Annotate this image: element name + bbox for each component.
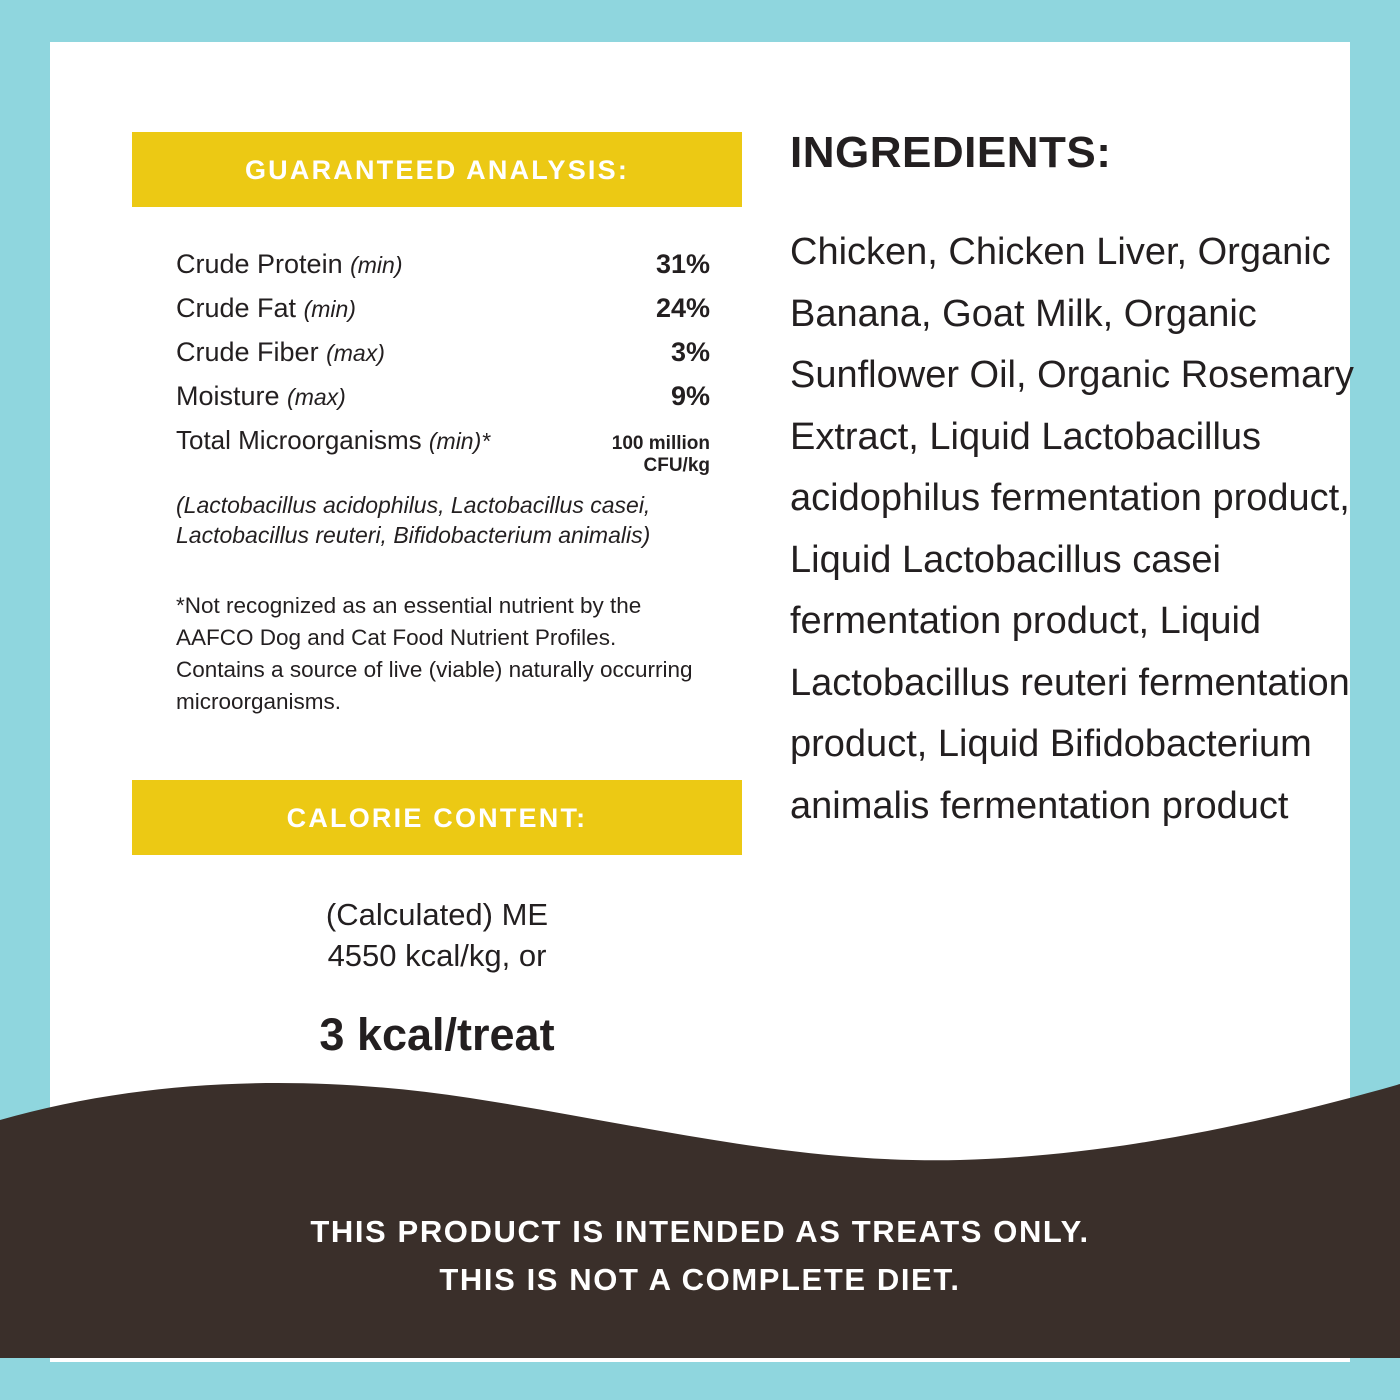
nutrient-label <box>176 381 346 412</box>
nutrient-label <box>176 249 403 280</box>
calorie-content-section <box>132 780 742 1061</box>
guaranteed-analysis-table <box>176 249 710 477</box>
aafco-footnote: *Not recognized as an essential nutrient by the AAFCO Dog and Cat Food Nutrient Profiles. Contains a source of live (viable) naturally occurring microorganisms. <box>176 593 693 715</box>
nutrient-value <box>612 433 710 477</box>
nutrient-qualifier: (max) <box>326 340 385 366</box>
nutrient-name: Moisture <box>176 381 280 411</box>
table-row <box>176 337 710 368</box>
nutrient-label <box>176 293 356 324</box>
left-column <box>132 132 742 1061</box>
ingredients-heading: INGREDIENTS: <box>790 128 1112 177</box>
notice-line-2: THIS IS NOT A COMPLETE DIET. <box>439 1261 961 1297</box>
calorie-line-2: 4550 kcal/kg, or <box>327 938 547 974</box>
nutrient-qualifier: (min)* <box>428 428 491 454</box>
nutrient-qualifier: (min) <box>303 296 356 322</box>
guaranteed-analysis-heading: GUARANTEED ANALYSIS: <box>132 132 742 207</box>
nutrient-value: 9% <box>670 381 710 411</box>
nutrient-qualifier: (max) <box>287 384 346 410</box>
ingredients-body: Chicken, Chicken Liver, Organic Banana, Goat Milk, Organic Sunflower Oil, Organic Rosemary Extract, Liquid Lactobacillus acidophilus fermentation product, Liquid Lactobacillus casei fermentation product, Liquid Lactobacillus reuteri fermentation product, Liquid Bifidobacterium animalis fermentation product <box>790 231 1354 827</box>
nutrient-value: 31% <box>655 249 710 279</box>
nutrient-name: Crude Fiber <box>176 337 319 367</box>
nutrient-value-line2: CFU/kg <box>643 454 710 476</box>
table-row <box>176 249 710 280</box>
nutrient-qualifier: (min) <box>350 252 403 278</box>
nutrient-label <box>176 337 385 368</box>
nutrient-value: 24% <box>655 293 710 323</box>
calorie-content-heading: CALORIE CONTENT: <box>132 780 742 855</box>
nutrient-value-line1: 100 million <box>611 433 710 454</box>
table-row <box>176 425 710 477</box>
nutrient-label <box>176 425 490 456</box>
cultures-list: (Lactobacillus acidophilus, Lactobacillus casei, Lactobacillus reuteri, Bifidobacterium animalis) <box>176 491 651 549</box>
table-row <box>176 293 710 324</box>
calorie-per-treat: 3 kcal/treat <box>319 1008 555 1060</box>
calorie-line-1: (Calculated) ME <box>325 897 549 933</box>
table-row <box>176 381 710 412</box>
product-notice <box>0 1208 1400 1304</box>
notice-line-1: THIS PRODUCT IS INTENDED AS TREATS ONLY. <box>310 1213 1090 1249</box>
nutrient-name: Crude Protein <box>176 249 343 279</box>
calorie-content-body <box>132 895 742 1061</box>
nutrient-name: Total Microorganisms <box>176 425 422 455</box>
nutrient-name: Crude Fat <box>176 293 297 323</box>
nutrient-value: 3% <box>670 337 710 367</box>
right-column <box>790 128 1380 837</box>
